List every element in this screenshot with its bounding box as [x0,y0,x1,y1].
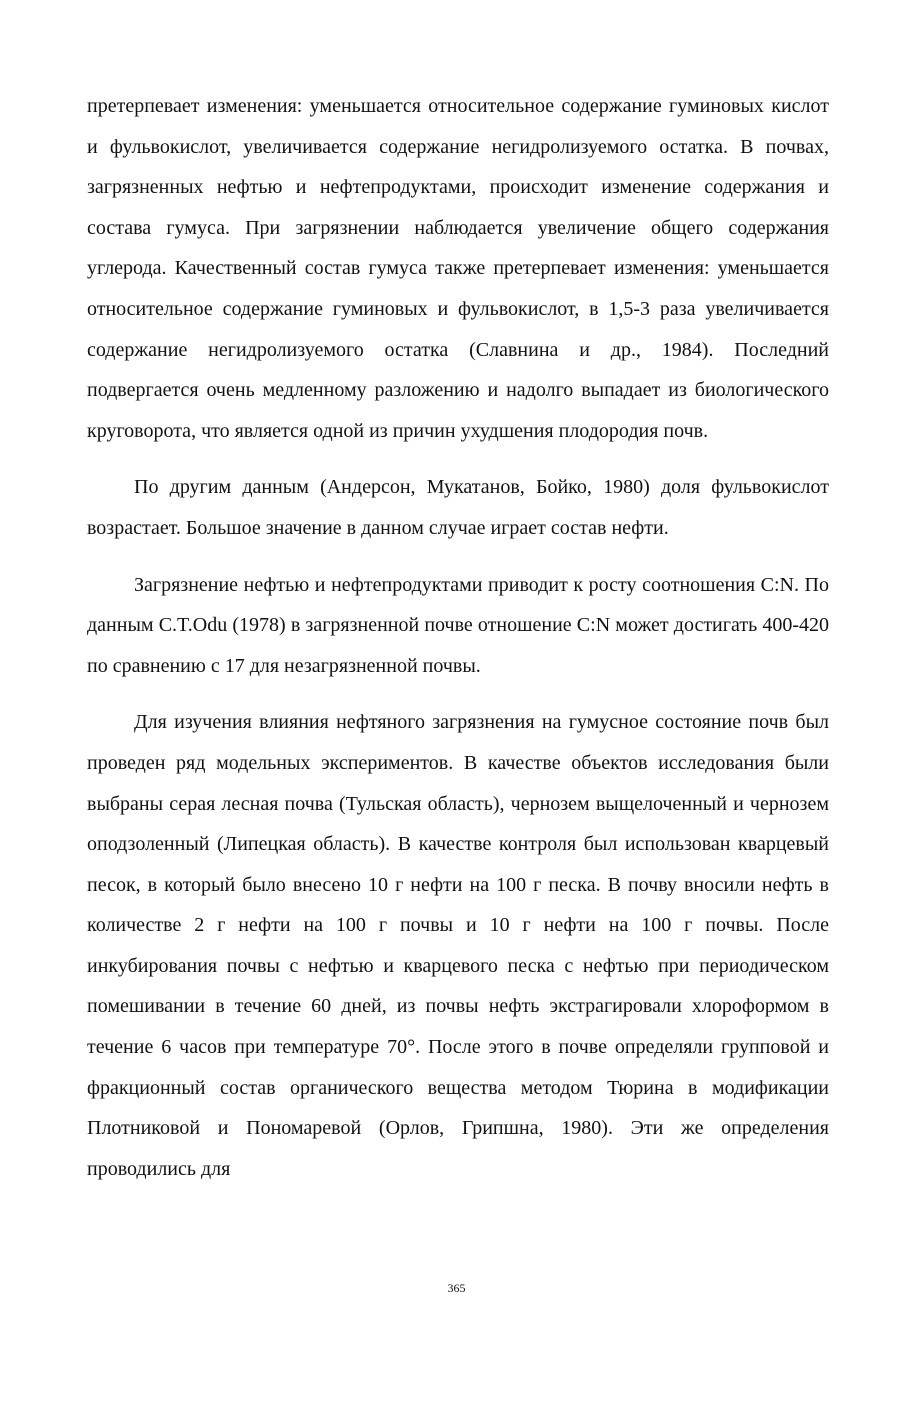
paragraph-experiments: Для изучения влияния нефтяного загрязнения на гумусное состояние почв был проведен ряд модельных экспериментов. В качестве объектов исследования были выбраны серая лесная почва (Тульская область), чернозем выщелоченный и чернозем оподзоленный (Липецкая область). В качестве контроля был использован кварцевый песок, в который было внесено 10 г нефти на 100 г песка. В почву вносили нефть в количестве 2 г нефти на 100 г почвы и 10 г нефти на 100 г почвы. После инкубирования почвы с нефтью и кварцевого песка с нефтью при периодическом помешивании в течение 60 дней, из почвы нефть экстрагировали хлороформом в течение 6 часов при температуре 70°. После этого в почве определяли групповой и фракционный состав органического вещества методом Тюрина в модификации Плотниковой и Пономаревой (Орлов, Грипшна, 1980). Эти же определения проводились для [87,711,829,1180]
paragraph-gap [87,686,829,702]
paragraph-humus-fulvic: По другим данным (Андерсон, Мукатанов, Бойко, 1980) доля фульвокислот возрастает. Большое значение в данном случае играет состав нефти. [87,476,829,539]
paragraph-continuation: претерпевает изменения: уменьшается относительное содержание гуминовых кислот и фульвокислот, увеличивается содержание негидролизуемого остатка. В почвах, загрязненных нефтью и нефтепродуктами, происходит изменение содержания и состава гумуса. При загрязнении наблюдается увеличение общего содержания углерода. Качественный состав гумуса также претерпевает изменения: уменьшается относительное содержание гуминовых и фульвокислот, в 1,5-3 раза увеличивается содержание негидролизуемого остатка (Славнина и др., 1984). Последний подвергается очень медленному разложению и надолго выпадает из биологического круговорота, что является одной из причин ухудшения плодородия почв. [87,95,829,442]
paragraph-gap [87,549,829,565]
paragraph-gap [87,451,829,467]
body-text [87,86,829,1189]
page-number: 365 [447,1281,466,1295]
paragraph-cn-ratio: Загрязнение нефтью и нефтепродуктами приводит к росту соотношения C:N. По данным C.T.Odu (1978) в загрязненной почве отношение C:N может достигать 400-420 по сравнению с 17 для незагрязненной почвы. [87,573,829,677]
